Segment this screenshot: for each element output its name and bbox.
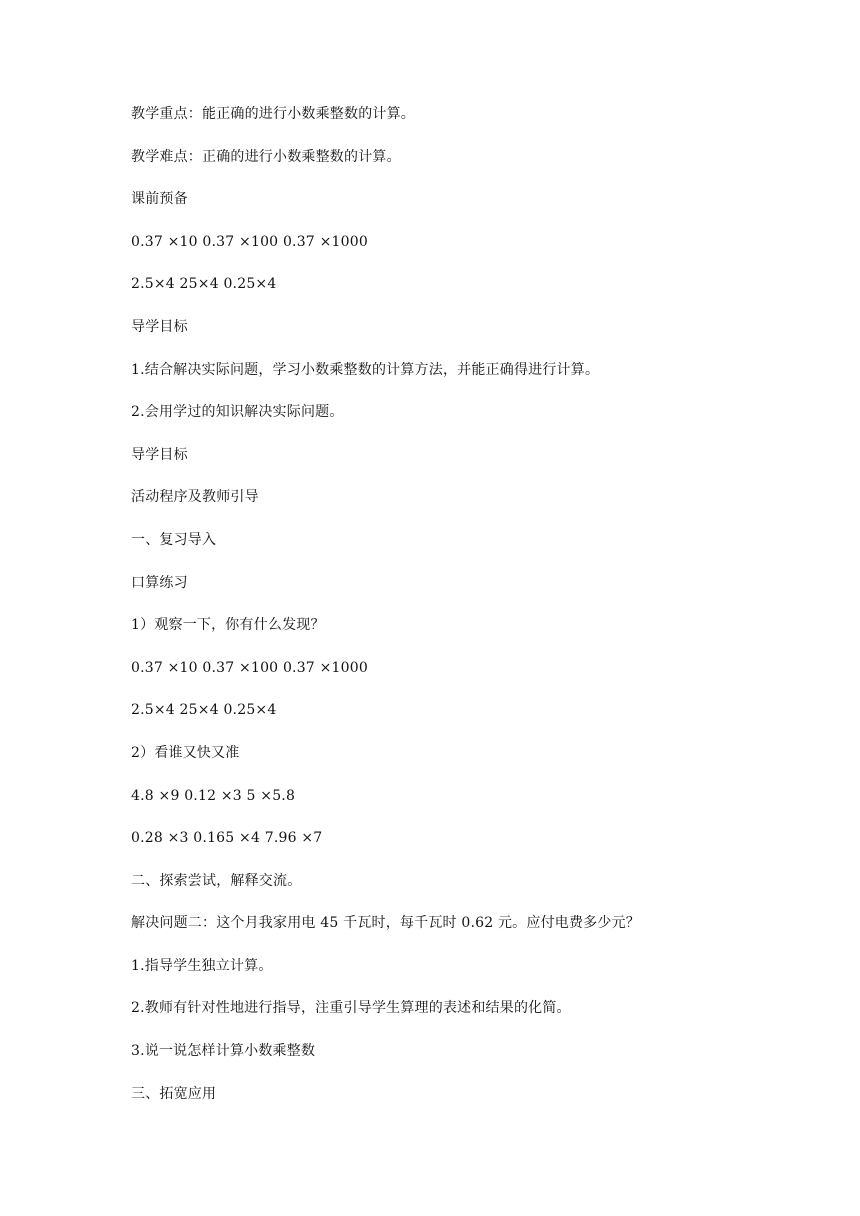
step-2: 2.教师有针对性地进行指导，注重引导学生算理的表述和结果的化简。 — [131, 1000, 571, 1017]
key-point-line: 教学重点：能正确的进行小数乘整数的计算。 — [131, 106, 415, 122]
observe-question: 1）观察一下，你有什么发现？ — [131, 617, 325, 634]
step-3: 3.说一说怎样计算小数乘整数 — [131, 1043, 316, 1060]
section-apply-heading: 三、拓宽应用 — [131, 1085, 217, 1102]
speed-exercise-2: 0.28 ×3 0.165 ×4 7.96 ×7 — [131, 830, 323, 847]
section-review-heading: 一、复习导入 — [131, 531, 217, 548]
observe-exercise-2: 2.5×4 25×4 0.25×4 — [131, 702, 277, 719]
goal-item-2: 2.会用学过的知识解决实际问题。 — [131, 404, 344, 421]
observe-exercise-1: 0.37 ×10 0.37 ×100 0.37 ×1000 — [131, 659, 368, 676]
guided-goals-heading: 导学目标 — [131, 318, 188, 335]
preparation-exercise-2: 2.5×4 25×4 0.25×4 — [131, 276, 277, 293]
section-explore-heading: 二、探索尝试，解释交流。 — [131, 872, 302, 889]
speed-practice-heading: 2）看谁又快又准 — [131, 744, 240, 761]
document-body — [131, 104, 731, 1126]
preparation-exercise-1: 0.37 ×10 0.37 ×100 0.37 ×1000 — [131, 233, 368, 250]
step-1: 1.指导学生独立计算。 — [131, 957, 273, 974]
speed-exercise-1: 4.8 ×9 0.12 ×3 5 ×5.8 — [131, 787, 296, 804]
problem-two: 解决问题二：这个月我家用电 45 千瓦时，每千瓦时 0.62 元。应付电费多少元？ — [131, 915, 640, 932]
activity-heading: 活动程序及教师引导 — [131, 489, 259, 506]
difficulty-line: 教学难点：正确的进行小数乘整数的计算。 — [131, 148, 401, 165]
preparation-heading: 课前预备 — [131, 191, 188, 208]
oral-practice-heading: 口算练习 — [131, 574, 188, 591]
guided-goals-heading-2: 导学目标 — [131, 446, 188, 463]
goal-item-1: 1.结合解决实际问题，学习小数乘整数的计算方法，并能正确得进行计算。 — [131, 361, 600, 378]
